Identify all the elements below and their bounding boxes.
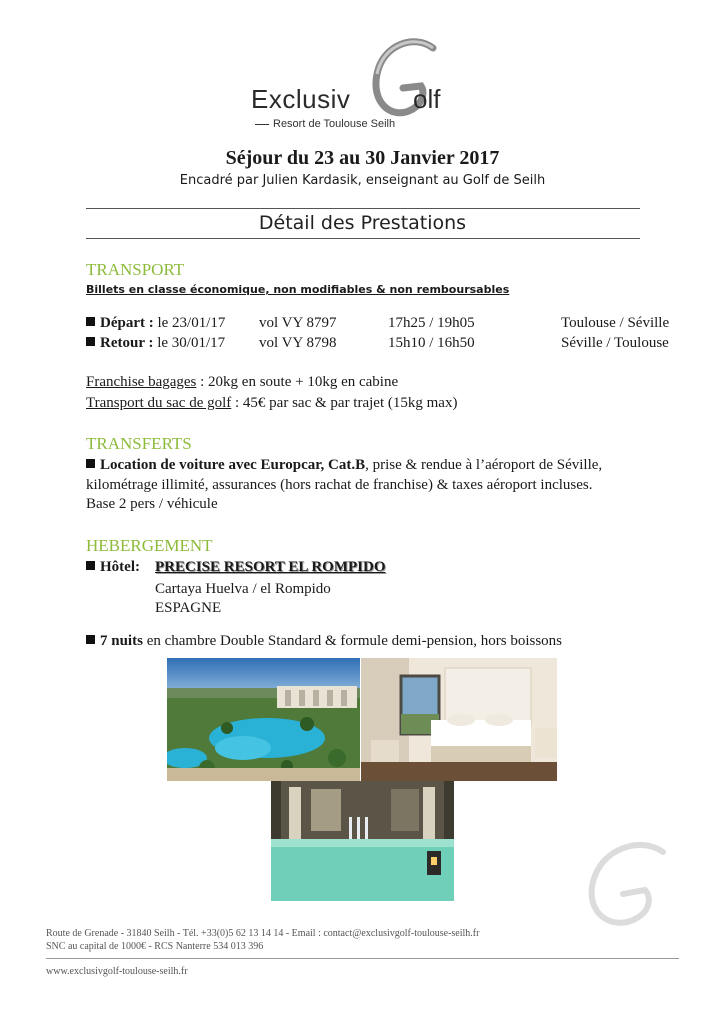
bullet-square-icon (86, 561, 95, 570)
transferts-heading: TRANSFERTS (86, 434, 192, 453)
hotel-label: Hôtel: (100, 559, 140, 575)
hotel-room-photo (361, 658, 557, 781)
baggage-value: : 20kg en soute + 10kg en cabine (196, 374, 399, 390)
golfbag-label: Transport du sac de golf (86, 395, 232, 411)
flight-number: vol VY 8797 (259, 315, 337, 331)
indoor-pool-photo (271, 781, 454, 901)
watermark-g-icon (575, 838, 685, 934)
transferts-line3: Base 2 pers / véhicule (86, 496, 218, 512)
logo-word-exclusiv: Exclusiv (251, 84, 351, 114)
footer-divider (46, 958, 679, 959)
logo (245, 36, 485, 132)
flight-times: 15h10 / 16h50 (388, 335, 475, 351)
transport-heading: TRANSPORT (86, 260, 185, 279)
car-rental-bold: Location de voiture avec Europcar, Cat.B (100, 457, 366, 473)
baggage-label: Franchise bagages (86, 374, 197, 390)
flight-label: Retour : (100, 335, 154, 351)
flight-times: 17h25 / 19h05 (388, 315, 475, 331)
flight-date: le 23/01/17 (157, 315, 226, 331)
logo-word-olf: olf (413, 84, 441, 114)
hebergement-heading: HEBERGEMENT (86, 536, 213, 555)
bullet-square-icon (86, 459, 95, 468)
hotel-name: PRECISE RESORT EL ROMPIDO (155, 559, 386, 575)
flight-number: vol VY 8798 (259, 335, 337, 351)
footer-address: Route de Grenade - 31840 Seilh - Tél. +33(0)5 62 13 14 14 - Email : contact@exclusivgolf-toulouse-seilh.fr (46, 928, 480, 939)
logo-subtitle: Resort de Toulouse Seilh (255, 118, 395, 130)
page-subtitle: Encadré par Julien Kardasik, enseignant au Golf de Seilh (179, 173, 546, 188)
hotel-address-1: Cartaya Huelva / el Rompido (155, 581, 331, 597)
footer-legal: SNC au capital de 1000€ - RCS Nanterre 534 013 396 (46, 941, 264, 952)
section-title: Détail des Prestations (258, 212, 467, 234)
nights-rest: en chambre Double Standard & formule demi-pension, hors boissons (142, 633, 563, 649)
page-title: Séjour du 23 au 30 Janvier 2017 (225, 147, 500, 169)
nights-bold: 7 nuits (100, 633, 143, 649)
divider-top (86, 208, 640, 209)
transport-note: Billets en classe économique, non modifiables & non remboursables (86, 283, 510, 296)
nights-line (86, 633, 562, 650)
transferts-line1 (86, 457, 602, 474)
flight-label: Départ : (100, 315, 154, 331)
car-rental-rest: , prise & rendue à l’aéroport de Séville, (365, 457, 603, 473)
hotel-label-line (86, 559, 140, 576)
transferts-line2: kilométrage illimité, assurances (hors rachat de franchise) & taxes aéroport incluses. (86, 477, 593, 493)
golfbag-line (86, 395, 457, 412)
golfbag-value: : 45€ par sac & par trajet (15kg max) (231, 395, 458, 411)
divider-bottom (86, 238, 640, 239)
baggage-line (86, 374, 398, 391)
hotel-address-2: ESPAGNE (155, 600, 222, 616)
flight-date: le 30/01/17 (157, 335, 226, 351)
bullet-square-icon (86, 337, 95, 346)
footer-website[interactable]: www.exclusivgolf-toulouse-seilh.fr (46, 966, 188, 977)
bullet-square-icon (86, 635, 95, 644)
flight-route: Toulouse / Séville (561, 315, 670, 331)
bullet-square-icon (86, 317, 95, 326)
flight-route: Séville / Toulouse (561, 335, 669, 351)
resort-pool-photo (167, 658, 360, 781)
